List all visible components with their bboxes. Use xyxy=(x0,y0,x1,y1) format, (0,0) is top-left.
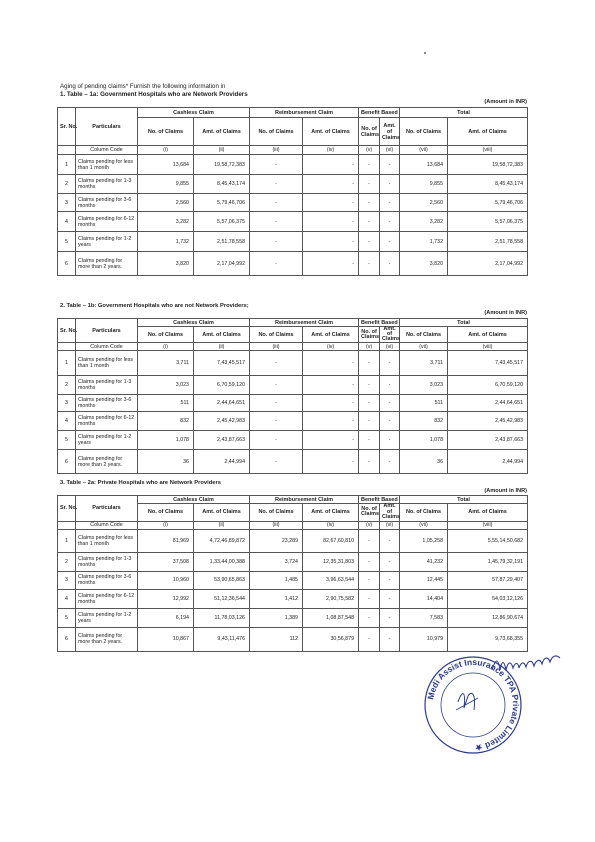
header-no-claims: No. of Claims xyxy=(250,118,303,146)
table-row xyxy=(58,571,528,589)
sr-cell: 2 xyxy=(58,175,76,194)
code-ii: (ii) xyxy=(194,521,250,529)
cell: 2,17,04,992 xyxy=(194,252,250,276)
cell: - xyxy=(250,175,303,194)
table-1a-title: 1. Table – 1a: Government Hospitals who are Network Providers xyxy=(60,91,248,98)
cell: - xyxy=(303,450,359,474)
code-vii: (vii) xyxy=(400,146,448,155)
cell: - xyxy=(380,552,400,571)
cell: - xyxy=(303,194,359,212)
cell: - xyxy=(250,395,303,412)
company-seal-image xyxy=(418,650,528,760)
cell: 2,43,87,663 xyxy=(448,431,528,450)
sr-cell: 2 xyxy=(58,376,76,395)
header-no-claims: No. of Claims xyxy=(250,327,303,343)
cell: - xyxy=(359,376,380,395)
cell: 1,33,44,00,388 xyxy=(194,552,250,571)
cell: 36 xyxy=(138,450,194,474)
code-ii: (ii) xyxy=(194,343,250,351)
table-row xyxy=(58,252,528,276)
cell: 1,05,258 xyxy=(400,529,448,552)
table-row xyxy=(58,608,528,627)
cell: 57,87,29,407 xyxy=(448,571,528,589)
cell: - xyxy=(359,608,380,627)
particular-cell: Claims pending for 1-3 months xyxy=(76,552,138,571)
cell: 1,732 xyxy=(400,232,448,252)
cell: 2,45,42,983 xyxy=(448,412,528,431)
cell: - xyxy=(359,412,380,431)
cell: 9,855 xyxy=(138,175,194,194)
sr-cell: 5 xyxy=(58,431,76,450)
cell: - xyxy=(250,376,303,395)
cell: 5,79,46,706 xyxy=(194,194,250,212)
column-code-label: Column Code xyxy=(76,146,138,155)
cell: 2,44,994 xyxy=(448,450,528,474)
code-viii: (viii) xyxy=(448,343,528,351)
cell: 1,389 xyxy=(250,608,303,627)
cell: 53,90,65,863 xyxy=(194,571,250,589)
cell: - xyxy=(380,212,400,232)
code-vi: (vi) xyxy=(380,521,400,529)
header-amt-claims: Amt. of Claims xyxy=(194,118,250,146)
header-reimbursement: Reimbursement Claim xyxy=(250,496,359,504)
cell: 3,96,63,544 xyxy=(303,571,359,589)
cell: 81,969 xyxy=(138,529,194,552)
cell: 3,282 xyxy=(138,212,194,232)
table-row xyxy=(58,155,528,175)
particular-cell: Claims pending for 6-12 months xyxy=(76,589,138,608)
header-total: Total xyxy=(400,319,528,327)
svg-text:Medi Assist Insurance TPA Priv: Medi Assist Insurance TPA Private Limited ★ xyxy=(425,656,522,754)
header-benefit: Benefit Based xyxy=(359,496,400,504)
code-i: (i) xyxy=(138,343,194,351)
cell: - xyxy=(250,212,303,232)
cell: 2,17,04,992 xyxy=(448,252,528,276)
sr-cell: 6 xyxy=(58,252,76,276)
cell: 3,820 xyxy=(400,252,448,276)
particular-cell: Claims pending for more than 2 years. xyxy=(76,627,138,651)
cell: - xyxy=(359,431,380,450)
header-no-claims: No. of Claims xyxy=(250,504,303,522)
header-particulars: Particulars xyxy=(76,496,138,522)
cell: - xyxy=(303,351,359,376)
particular-cell: Claims pending for 3-6 months xyxy=(76,194,138,212)
cell: 2,560 xyxy=(400,194,448,212)
table-row xyxy=(58,194,528,212)
cell: - xyxy=(303,395,359,412)
cell: 1,078 xyxy=(400,431,448,450)
particular-cell: Claims pending for 1-2 years xyxy=(76,608,138,627)
cell: - xyxy=(303,212,359,232)
cell: - xyxy=(380,450,400,474)
table-row xyxy=(58,376,528,395)
sr-cell: 4 xyxy=(58,412,76,431)
cell: 511 xyxy=(400,395,448,412)
code-v: (v) xyxy=(359,521,380,529)
column-code-label: Column Code xyxy=(76,343,138,351)
code-i: (i) xyxy=(138,146,194,155)
cell: 6,70,59,120 xyxy=(448,376,528,395)
cell: 4,72,46,89,872 xyxy=(194,529,250,552)
table-row xyxy=(58,529,528,552)
header-particulars: Particulars xyxy=(76,108,138,146)
header-amt-claims: Amt. of Claims xyxy=(303,118,359,146)
header-amt-claims: Amt. of Claims xyxy=(194,504,250,522)
cell: 12,992 xyxy=(138,589,194,608)
header-amt-claims: Amt. of Claims xyxy=(448,118,528,146)
particular-cell: Claims pending for more than 2 years. xyxy=(76,252,138,276)
cell: 7,43,45,517 xyxy=(194,351,250,376)
cell: - xyxy=(380,571,400,589)
cell: - xyxy=(380,529,400,552)
header-no-claims: No. of Claims xyxy=(400,327,448,343)
cell: - xyxy=(359,450,380,474)
header-no-claims: No. of Claims xyxy=(138,327,194,343)
code-iii: (iii) xyxy=(250,521,303,529)
cell: 12,445 xyxy=(400,571,448,589)
cell: - xyxy=(380,194,400,212)
cell: 511 xyxy=(138,395,194,412)
amount-note: (Amount in INR) xyxy=(484,310,527,316)
cell: 12,35,31,803 xyxy=(303,552,359,571)
table-row xyxy=(58,232,528,252)
scan-speck xyxy=(424,52,426,54)
cell: - xyxy=(250,194,303,212)
table-row xyxy=(58,627,528,651)
particular-cell: Claims pending for 6-12 months xyxy=(76,412,138,431)
amount-note: (Amount in INR) xyxy=(484,488,527,494)
cell: 3,711 xyxy=(400,351,448,376)
cell: - xyxy=(359,232,380,252)
cell: 6,194 xyxy=(138,608,194,627)
particular-cell: Claims pending for 3-6 months xyxy=(76,395,138,412)
code-iii: (iii) xyxy=(250,343,303,351)
code-iv: (iv) xyxy=(303,343,359,351)
cell: 9,855 xyxy=(400,175,448,194)
cell: - xyxy=(250,412,303,431)
cell: 2,44,994 xyxy=(194,450,250,474)
intro-block xyxy=(60,83,248,99)
sr-cell: 5 xyxy=(58,232,76,252)
header-cashless: Cashless Claim xyxy=(138,319,250,327)
cell: - xyxy=(380,412,400,431)
header-amt-claims: Amt. of Claims xyxy=(380,504,400,522)
cell: 832 xyxy=(400,412,448,431)
cell: - xyxy=(380,395,400,412)
header-no-claims: No. of Claims xyxy=(400,504,448,522)
cell: 12,86,90,674 xyxy=(448,608,528,627)
particular-cell: Claims pending for 1-2 years xyxy=(76,431,138,450)
cell: 2,90,75,582 xyxy=(303,589,359,608)
table-1a xyxy=(57,107,528,276)
cell: 7,43,45,517 xyxy=(448,351,528,376)
header-sr-no: Sr. No. xyxy=(58,496,76,522)
cell: - xyxy=(359,351,380,376)
cell: 1,732 xyxy=(138,232,194,252)
cell: - xyxy=(250,450,303,474)
code-vi: (vi) xyxy=(380,343,400,351)
particular-cell: Claims pending for 1-3 months xyxy=(76,175,138,194)
cell: - xyxy=(359,175,380,194)
cell: 832 xyxy=(138,412,194,431)
particular-cell: Claims pending for 1-2 years xyxy=(76,232,138,252)
cell: - xyxy=(250,155,303,175)
code-v: (v) xyxy=(359,343,380,351)
cell: 54,03,12,126 xyxy=(448,589,528,608)
table-row xyxy=(58,175,528,194)
header-amt-claims: Amt. of Claims xyxy=(448,504,528,522)
header-cashless: Cashless Claim xyxy=(138,108,250,118)
cell: 2,44,64,651 xyxy=(194,395,250,412)
cell: 14,404 xyxy=(400,589,448,608)
cell: 2,43,87,663 xyxy=(194,431,250,450)
cell: 8,45,43,174 xyxy=(194,175,250,194)
sr-cell: 3 xyxy=(58,395,76,412)
code-iii: (iii) xyxy=(250,146,303,155)
cell: 5,55,14,50,682 xyxy=(448,529,528,552)
header-no-claims: No. of Claims xyxy=(400,118,448,146)
cell: - xyxy=(380,431,400,450)
cell: 9,43,11,476 xyxy=(194,627,250,651)
cell: - xyxy=(380,155,400,175)
sr-cell: 1 xyxy=(58,529,76,552)
header-amt-claims: Amt. of Claims xyxy=(303,327,359,343)
cell: - xyxy=(303,252,359,276)
code-iv: (iv) xyxy=(303,521,359,529)
cell: 8,45,43,174 xyxy=(448,175,528,194)
sr-cell: 3 xyxy=(58,571,76,589)
cell: 1,45,79,32,191 xyxy=(448,552,528,571)
cell: 6,70,59,120 xyxy=(194,376,250,395)
table-row xyxy=(58,395,528,412)
table-row xyxy=(58,351,528,376)
header-reimbursement: Reimbursement Claim xyxy=(250,319,359,327)
cell: 19,58,72,383 xyxy=(448,155,528,175)
cell: - xyxy=(303,376,359,395)
header-amt-claims: Amt. of Claims xyxy=(448,327,528,343)
cell: 3,724 xyxy=(250,552,303,571)
header-amt-claims: Amt. of Claims xyxy=(380,327,400,343)
header-particulars: Particulars xyxy=(76,319,138,343)
sr-cell: 5 xyxy=(58,608,76,627)
cell: 37,508 xyxy=(138,552,194,571)
cell: - xyxy=(303,412,359,431)
cell: 19,58,72,383 xyxy=(194,155,250,175)
intro-line: Aging of pending claims* Furnish the following information in xyxy=(60,83,226,90)
header-total: Total xyxy=(400,108,528,118)
sr-cell: 4 xyxy=(58,589,76,608)
header-no-claims: No. of Claims xyxy=(138,504,194,522)
particular-cell: Claims pending for more than 2 years. xyxy=(76,450,138,474)
cell: - xyxy=(359,552,380,571)
header-amt-claims: Amt. of Claims xyxy=(303,504,359,522)
particular-cell: Claims pending for 3-6 months xyxy=(76,571,138,589)
cell: 1,412 xyxy=(250,589,303,608)
cell: 82,67,60,810 xyxy=(303,529,359,552)
cell: 3,711 xyxy=(138,351,194,376)
particular-cell: Claims pending for less than 1 month xyxy=(76,351,138,376)
cell: - xyxy=(359,627,380,651)
cell: - xyxy=(359,571,380,589)
cell: - xyxy=(250,351,303,376)
table-row xyxy=(58,212,528,232)
cell: - xyxy=(250,252,303,276)
cell: 2,44,64,651 xyxy=(448,395,528,412)
cell: - xyxy=(250,232,303,252)
cell: - xyxy=(359,395,380,412)
cell: - xyxy=(359,252,380,276)
cell: 1,078 xyxy=(138,431,194,450)
code-viii: (viii) xyxy=(448,521,528,529)
cell: - xyxy=(380,252,400,276)
cell: - xyxy=(380,589,400,608)
cell: 10,867 xyxy=(138,627,194,651)
cell: - xyxy=(303,431,359,450)
cell: - xyxy=(359,155,380,175)
table-row xyxy=(58,412,528,431)
header-sr-no: Sr. No. xyxy=(58,108,76,146)
cell: 3,820 xyxy=(138,252,194,276)
sr-cell: 2 xyxy=(58,552,76,571)
column-code-label: Column Code xyxy=(76,521,138,529)
code-viii: (viii) xyxy=(448,146,528,155)
code-vi: (vi) xyxy=(380,146,400,155)
cell: 36 xyxy=(400,450,448,474)
header-no-claims: No. of Claims xyxy=(359,118,380,146)
sr-cell: 6 xyxy=(58,627,76,651)
amount-note: (Amount in INR) xyxy=(484,99,527,105)
header-amt-claims: Amt. of Claims xyxy=(380,118,400,146)
code-v: (v) xyxy=(359,146,380,155)
header-cashless: Cashless Claim xyxy=(138,496,250,504)
cell: 10,979 xyxy=(400,627,448,651)
cell: - xyxy=(380,175,400,194)
cell: - xyxy=(303,175,359,194)
cell: 5,57,06,375 xyxy=(448,212,528,232)
cell: 10,960 xyxy=(138,571,194,589)
particular-cell: Claims pending for less than 1 month xyxy=(76,155,138,175)
cell: - xyxy=(359,529,380,552)
header-reimbursement: Reimbursement Claim xyxy=(250,108,359,118)
code-i: (i) xyxy=(138,521,194,529)
cell: 11,78,03,126 xyxy=(194,608,250,627)
cell: 2,51,78,558 xyxy=(194,232,250,252)
header-no-claims: No. of Claims xyxy=(138,118,194,146)
table-row xyxy=(58,589,528,608)
cell: 3,023 xyxy=(400,376,448,395)
header-benefit: Benefit Based xyxy=(359,108,400,118)
cell: 51,12,36,544 xyxy=(194,589,250,608)
cell: - xyxy=(380,232,400,252)
cell: - xyxy=(303,232,359,252)
cell: 2,45,42,983 xyxy=(194,412,250,431)
code-iv: (iv) xyxy=(303,146,359,155)
sr-cell: 1 xyxy=(58,351,76,376)
header-sr-no: Sr. No. xyxy=(58,319,76,343)
cell: - xyxy=(380,351,400,376)
code-ii: (ii) xyxy=(194,146,250,155)
table-row xyxy=(58,450,528,474)
header-total: Total xyxy=(400,496,528,504)
cell: 9,73,68,355 xyxy=(448,627,528,651)
cell: 5,57,06,375 xyxy=(194,212,250,232)
code-vii: (vii) xyxy=(400,521,448,529)
sr-cell: 4 xyxy=(58,212,76,232)
cell: - xyxy=(359,212,380,232)
cell: 1,485 xyxy=(250,571,303,589)
table-1b xyxy=(57,318,528,474)
table-2a xyxy=(57,495,528,652)
particular-cell: Claims pending for 6-12 months xyxy=(76,212,138,232)
cell: 3,282 xyxy=(400,212,448,232)
header-no-claims: No. of Claims xyxy=(359,504,380,522)
cell: 5,79,46,706 xyxy=(448,194,528,212)
particular-cell: Claims pending for less than 1 month xyxy=(76,529,138,552)
cell: 7,583 xyxy=(400,608,448,627)
header-no-claims: No. of Claims xyxy=(359,327,380,343)
cell: - xyxy=(303,155,359,175)
table-2a-title: 3. Table – 2a: Private Hospitals who are Network Providers xyxy=(60,480,221,486)
table-row xyxy=(58,431,528,450)
cell: - xyxy=(380,608,400,627)
code-vii: (vii) xyxy=(400,343,448,351)
cell: - xyxy=(359,194,380,212)
sr-cell: 3 xyxy=(58,194,76,212)
cell: - xyxy=(359,589,380,608)
cell: 1,08,87,548 xyxy=(303,608,359,627)
cell: 41,232 xyxy=(400,552,448,571)
cell: 112 xyxy=(250,627,303,651)
sr-cell: 6 xyxy=(58,450,76,474)
cell: - xyxy=(380,376,400,395)
table-row xyxy=(58,552,528,571)
cell: 2,560 xyxy=(138,194,194,212)
cell: - xyxy=(380,627,400,651)
header-benefit: Benefit Based xyxy=(359,319,400,327)
cell: 30,56,879 xyxy=(303,627,359,651)
cell: - xyxy=(250,431,303,450)
sr-cell: 1 xyxy=(58,155,76,175)
particular-cell: Claims pending for 1-3 months xyxy=(76,376,138,395)
table-1b-title: 2. Table – 1b: Government Hospitals who are not Network Providers; xyxy=(60,303,249,309)
cell: 13,684 xyxy=(400,155,448,175)
cell: 2,51,78,558 xyxy=(448,232,528,252)
cell: 3,023 xyxy=(138,376,194,395)
header-amt-claims: Amt. of Claims xyxy=(194,327,250,343)
cell: 13,684 xyxy=(138,155,194,175)
cell: 23,289 xyxy=(250,529,303,552)
